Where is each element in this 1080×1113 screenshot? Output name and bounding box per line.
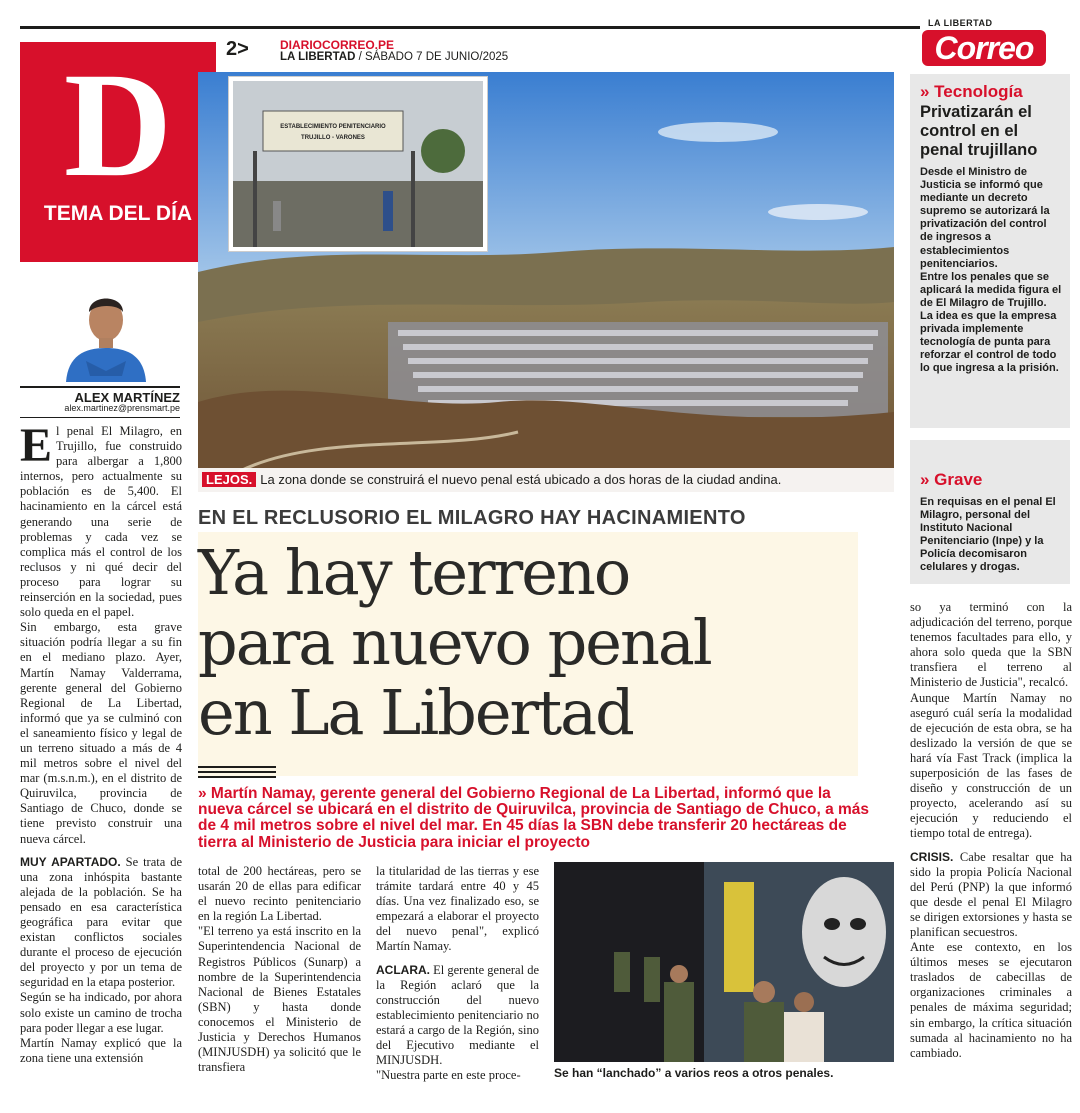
- body-column-3: [376, 864, 539, 1083]
- paragraph-11: so ya terminó con la adjudicación del terreno, porque tenemos facultades para ello, y ahora solo queda que la SBN transfiera el terreno al Ministerio de Justicia", recalcó.: [910, 600, 1072, 690]
- sidebar-grave: [910, 440, 1070, 584]
- sidebar-tecnologia-p1: Desde el Ministro de Justicia se informó que mediante un decreto supremo se autorizará la privatización del control de ingresos a establecimientos penitenciarios.: [920, 166, 1050, 270]
- inset-sign-text: ESTABLECIMIENTO PENITENCIARIO: [280, 124, 386, 130]
- drop-cap: E: [20, 419, 53, 472]
- author-name: ALEX MARTÍNEZ: [20, 386, 180, 405]
- sidebar-tecnologia-body: [920, 166, 1062, 376]
- paragraph-5: Martín Namay explicó que la zona tiene una extensión: [20, 1035, 182, 1065]
- deck: » Martín Namay, gerente general del Gobierno Regional de La Libertad, informó que la nueva cárcel se ubicará en el distrito de Quiruvilca, provincia de Santiago de Chuco, a más de 4 mil metros sobre el nivel del mar. En 45 días la SBN debe transferir 20 hectáreas de tierra al Ministerio de Justicia para iniciar el proyecto: [198, 785, 870, 851]
- headline: [198, 538, 878, 748]
- headline-line-1: Ya hay terreno: [198, 536, 630, 609]
- paragraph-8: la titularidad de las tierras y ese trámite tardará entre 40 y 45 días. Una vez finalizado eso, se empezará a elaborar el proyecto del nuevo penal", explicó Martín Namay.: [376, 864, 539, 954]
- svg-text:TRUJILLO - VARONES: TRUJILLO - VARONES: [301, 135, 365, 141]
- section-letter: D: [63, 42, 173, 208]
- sidebar-tecnologia-p3: La idea es que la empresa privada implemente tecnología de punta para reforzar el control de todo lo que ingresa a la prisión.: [920, 310, 1059, 375]
- author-email[interactable]: alex.martinez@prensmart.pe: [20, 403, 180, 418]
- paragraph-14: Ante ese contexto, en los últimos meses se ejecutaron traslados de cabecillas de organizaciones criminales a penales de máxima seguridad; sin embargo, la crítica situación sumada al hacinamiento no ha cambiado.: [910, 940, 1072, 1060]
- section-badge: [20, 42, 216, 262]
- paragraph-13-text: Cabe resaltar que ha sido la propia Policía Nacional del Perú (PNP) la que informó que desde el penal El Milagro se dirigen extorsiones y hasta se planifican secuestros.: [910, 849, 1072, 939]
- main-photo-caption: [198, 468, 894, 492]
- headline-rules: [198, 766, 276, 781]
- correo-logo: [922, 18, 1046, 68]
- main-caption-tag: LEJOS.: [202, 472, 256, 487]
- edition-date: SÁBADO 7 DE JUNIO/2025: [364, 51, 509, 63]
- paragraph-1-text: l penal El Milagro, en Trujillo, fue construido para albergar a 1,800 internos, pero actualmente su población es de 5,400. El hacinamiento en la cárcel está generando una serie de problemas y cada vez se complica más el control de los reclusos y ni qué decir del proceso para lograr su reinserción en la sociedad, pues solo queda en el papel.: [20, 424, 182, 620]
- subhead-aclara: ACLARA.: [376, 962, 430, 977]
- main-caption-text: La zona donde se construirá el nuevo penal está ubicado a dos horas de la ciudad andina.: [260, 472, 782, 487]
- edition-line: LA LIBERTAD / SÁBADO 7 DE JUNIO/2025: [280, 51, 509, 63]
- headline-line-3: en La Libertad: [198, 676, 633, 749]
- sidebar-tecnologia: [910, 74, 1070, 428]
- site-url[interactable]: DIARIOCORREO.PE: [280, 38, 395, 52]
- sidebar-tecnologia-kicker: » Tecnología: [920, 82, 1023, 101]
- logo-region: LA LIBERTAD: [928, 18, 993, 28]
- paragraph-1: [20, 419, 182, 620]
- body-column-2: [198, 864, 361, 1075]
- sidebar-grave-kicker: » Grave: [920, 470, 983, 489]
- inset-photo-image: [233, 81, 483, 247]
- paragraph-12: Aunque Martín Namay no aseguró cuál sería la modalidad de ejecución de esta obra, se ha deslizado la versión de que se hará vía Fast Track (implica la superposición de las fases de diseño y construcción de un proyecto, acelerando así su ejecución y reduciendo el tiempo total de entrega).: [910, 690, 1072, 841]
- paragraph-9: [376, 963, 539, 1069]
- headline-line-2: para nuevo penal: [198, 606, 711, 679]
- top-rule: [20, 26, 920, 29]
- paragraph-3: [20, 855, 182, 991]
- paragraph-3-text: Se trata de una zona inhóspita bastante alejada de la población. Se ha pensado en esa característica geográfica para evitar que existan conflictos sociales durante el proceso de ejecución del proyecto y por un tema de seguridad en la etapa posterior.: [20, 854, 182, 990]
- body-column-1: [20, 419, 182, 1066]
- paragraph-9-text: El gerente general de la Región aclaró que la construcción del nuevo establecimiento penitenciario no estará a cargo de la Región, sino del Ejecutivo mediante el MINJUSDH.: [376, 962, 539, 1068]
- paragraph-10: "Nuestra parte en este proce-: [376, 1068, 521, 1083]
- inset-photo: [228, 76, 488, 252]
- bottom-photo: [554, 862, 894, 1062]
- kicker: EN EL RECLUSORIO EL MILAGRO HAY HACINAMIENTO: [198, 507, 746, 529]
- paragraph-7: "El terreno ya está inscrito en la Superintendencia Nacional de Registros Públicos (Sunarp) a nombre de la Superintendencia Nacional de Bienes Estatales (SBN) y hasta donde conocemos el Ministerio de Justicia y Derechos Humanos (MINJUSDH) ya solicitó que le transfiera: [198, 924, 361, 1075]
- author-avatar: [56, 276, 156, 382]
- paragraph-6: total de 200 hectáreas, pero se usarán 20 de ellas para edificar el nuevo recinto penitenciario en la región La Libertad.: [198, 864, 361, 924]
- page-number: 2>: [226, 38, 249, 60]
- sidebar-tecnologia-p2: Entre los penales que se aplicará la medida figura el de El Milagro de Trujillo.: [920, 270, 1062, 309]
- paragraph-2: Sin embargo, esta grave situación podría llegar a su fin en el mediano plazo. Ayer, Martín Namay Valderrama, gerente general del Gobierno Regional de La Libertad, informó que ya se culminó con el saneamiento físico y legal de un terreno situado a más de 4 mil metros sobre el nivel del mar (m.s.n.m.), en el distrito de Quiruvilca, provincia de Santiago de Chuco, donde se tiene previsto construir una nueva cárcel.: [20, 620, 182, 846]
- bottom-photo-caption: Se han “lanchado” a varios reos a otros penales.: [554, 1066, 834, 1080]
- subhead-muy-apartado: MUY APARTADO.: [20, 854, 121, 869]
- sidebar-grave-body: [920, 496, 1062, 575]
- edition-region: LA LIBERTAD: [280, 51, 356, 63]
- sidebar-grave-p1: En requisas en el penal El Milagro, personal del Instituto Nacional Penitenciario (Inpe) y la Policía decomisaron celulares y drogas.: [920, 496, 1056, 574]
- logo-wordmark: Correo: [922, 30, 1046, 66]
- paragraph-13: [910, 850, 1072, 941]
- body-column-4: [910, 600, 1072, 1061]
- subhead-crisis: CRISIS.: [910, 849, 954, 864]
- section-label: TEMA DEL DÍA: [43, 202, 193, 225]
- paragraph-4: Según se ha indicado, por ahora solo existe un camino de trocha para poder llegar a ese lugar.: [20, 990, 182, 1035]
- sidebar-tecnologia-title: Privatizarán el control en el penal trujillano: [920, 103, 1038, 159]
